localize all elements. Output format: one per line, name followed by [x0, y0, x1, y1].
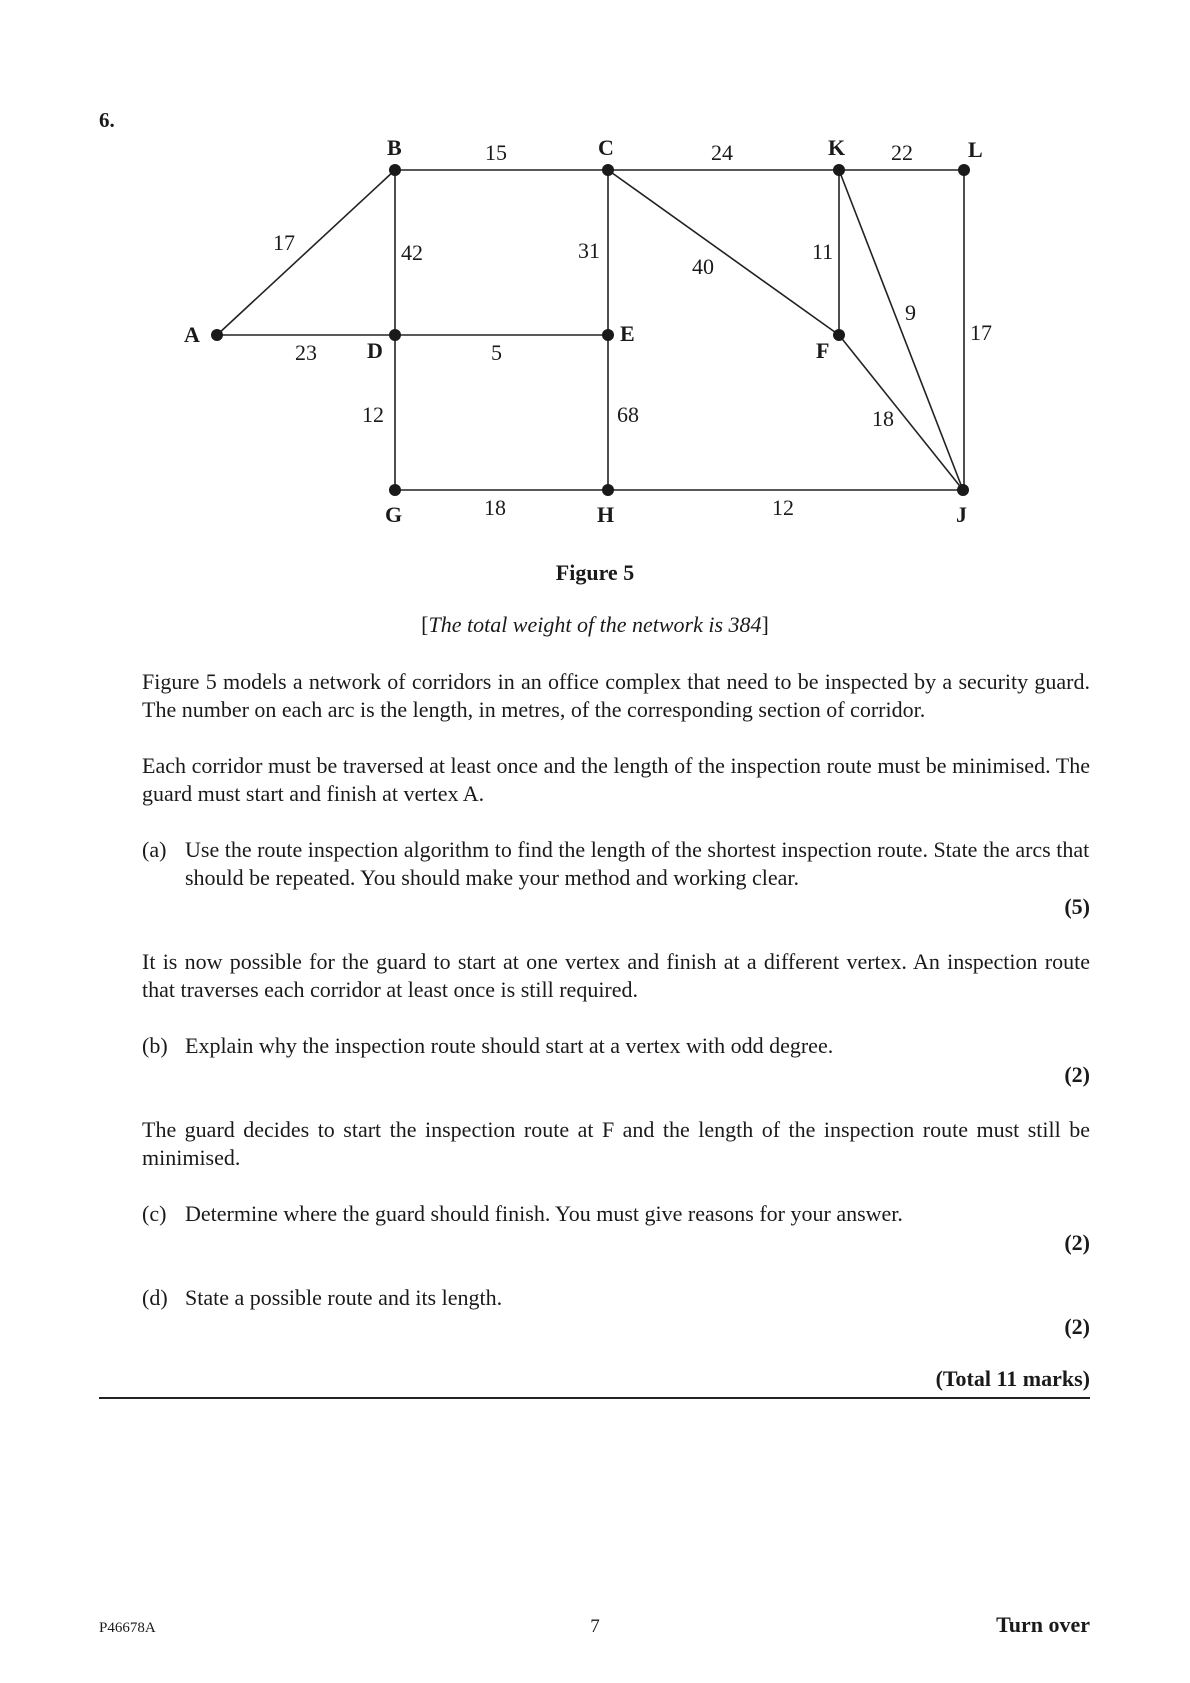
- vertex-G-dot: [389, 484, 401, 496]
- intro-paragraph-1: Figure 5 models a network of corridors in an office complex that need to be inspected by a security guard. The number on each arc is the length, in metres, of the corresponding section of corridor.: [142, 669, 1090, 722]
- total-marks: (Total 11 marks): [935, 1366, 1090, 1391]
- vertex-E-dot: [602, 329, 614, 341]
- part-d-marks: (2): [1064, 1314, 1090, 1339]
- weight-G-H: 18: [484, 495, 506, 520]
- weight-A-B: 17: [273, 230, 295, 255]
- part-a-marks: (5): [1064, 894, 1090, 919]
- figure-note-close-bracket: ]: [761, 612, 769, 637]
- edge-F-J: [839, 335, 963, 490]
- turn-over-label: Turn over: [996, 1612, 1090, 1637]
- vertex-label-D: D: [367, 338, 383, 363]
- vertex-label-J: J: [956, 502, 967, 527]
- vertex-label-H: H: [597, 502, 615, 527]
- weight-D-G: 12: [362, 402, 384, 427]
- vertex-J-dot: [957, 484, 969, 496]
- vertex-label-L: L: [968, 137, 983, 162]
- part-d-label: (d): [142, 1285, 168, 1310]
- interstitial-paragraph-2: The guard decides to start the inspection route at F and the length of the inspection route must still be minimised.: [142, 1117, 1090, 1170]
- page-number: 7: [590, 1616, 600, 1637]
- vertex-A-dot: [211, 329, 223, 341]
- vertex-label-A: A: [184, 322, 200, 347]
- end-of-question-rule: [99, 1397, 1090, 1399]
- part-b-label: (b): [142, 1033, 168, 1058]
- part-c-marks: (2): [1064, 1230, 1090, 1255]
- figure-note: [0, 612, 1190, 638]
- paper-code: P46678A: [99, 1620, 156, 1636]
- vertex-D-dot: [389, 329, 401, 341]
- question-number: 6.: [99, 108, 115, 132]
- vertex-label-B: B: [387, 135, 402, 160]
- weight-C-F: 40: [692, 254, 714, 279]
- weight-A-D: 23: [295, 340, 317, 365]
- vertex-F-dot: [833, 329, 845, 341]
- part-a-text: Use the route inspection algorithm to find the length of the shortest inspection route. State the arcs that should be repeated. You should make your method and working clear.: [185, 837, 1090, 890]
- weight-E-H: 68: [617, 402, 639, 427]
- vertex-label-K: K: [828, 135, 846, 160]
- weight-D-E: 5: [491, 340, 502, 365]
- figure-note-open-bracket: [: [421, 612, 429, 637]
- vertex-label-E: E: [620, 321, 635, 346]
- weight-L-J: 17: [970, 320, 992, 345]
- vertex-B-dot: [389, 164, 401, 176]
- part-c-label: (c): [142, 1201, 167, 1226]
- part-b: [142, 1032, 1090, 1060]
- edge-C-F: [608, 170, 839, 335]
- part-c: [142, 1200, 1090, 1228]
- edge-A-B: [217, 170, 395, 335]
- part-a: [142, 836, 1090, 892]
- part-b-marks: (2): [1064, 1062, 1090, 1087]
- vertex-C-dot: [602, 164, 614, 176]
- part-c-text: Determine where the guard should finish. You must give reasons for your answer.: [185, 1201, 903, 1226]
- part-b-text: Explain why the inspection route should start at a vertex with odd degree.: [185, 1033, 834, 1058]
- intro-paragraph-2: Each corridor must be traversed at least once and the length of the inspection route must be minimised. The guard must start and finish at vertex A.: [142, 753, 1090, 806]
- part-a-label: (a): [142, 837, 167, 862]
- vertex-K-dot: [833, 164, 845, 176]
- weight-C-E: 31: [578, 238, 600, 263]
- vertex-label-F: F: [816, 338, 830, 363]
- part-d: [142, 1284, 1090, 1312]
- interstitial-paragraph-1: It is now possible for the guard to start at one vertex and finish at a different vertex. An inspection route that traverses each corridor at least once is still required.: [142, 949, 1090, 1002]
- vertex-labels: [184, 135, 983, 527]
- weight-H-J: 12: [772, 495, 794, 520]
- edge-K-J: [839, 170, 963, 490]
- weight-F-J: 18: [872, 406, 894, 431]
- vertex-L-dot: [958, 164, 970, 176]
- weight-B-D: 42: [401, 240, 423, 265]
- weight-K-J: 9: [905, 300, 916, 325]
- edges: [217, 170, 964, 490]
- weight-K-L: 22: [891, 140, 913, 165]
- figure-caption: Figure 5: [555, 560, 635, 585]
- vertex-H-dot: [602, 484, 614, 496]
- weight-K-F: 11: [812, 239, 834, 264]
- weight-B-C: 15: [485, 140, 507, 165]
- weight-C-K: 24: [711, 140, 733, 165]
- part-d-text: State a possible route and its length.: [185, 1285, 503, 1310]
- vertex-label-G: G: [385, 502, 403, 527]
- vertex-label-C: C: [598, 135, 614, 160]
- network-figure: [0, 0, 1190, 540]
- figure-note-text: The total weight of the network is 384: [428, 612, 762, 637]
